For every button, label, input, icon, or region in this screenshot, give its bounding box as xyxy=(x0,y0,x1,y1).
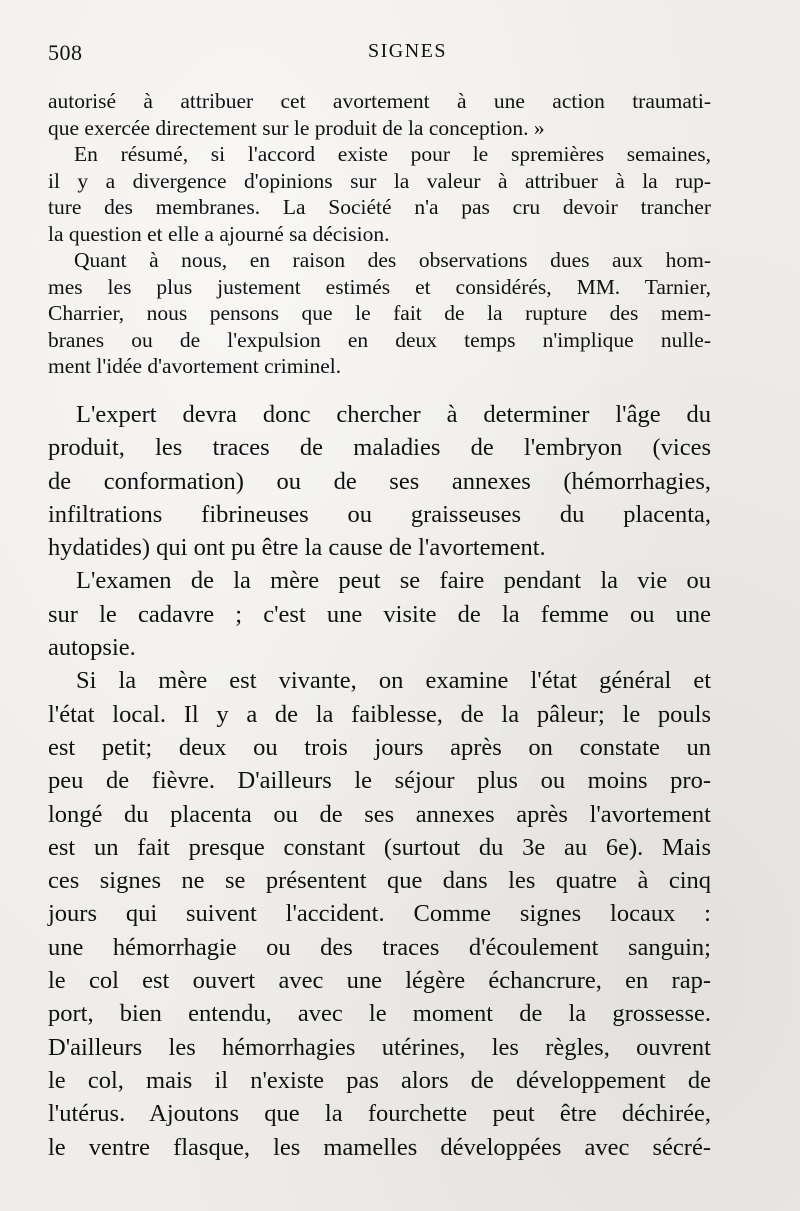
text-line: ces signes ne se présentent que dans les quatre à cinq xyxy=(48,867,711,895)
text-line: produit, les traces de maladies de l'embryon (vices xyxy=(48,434,711,462)
text-line: L'expert devra donc chercher à determiner l'âge du xyxy=(76,401,711,428)
text-line: est petit; deux ou trois jours après on constate un xyxy=(48,733,711,761)
text-line: la question et elle a ajourné sa décision. xyxy=(48,221,390,246)
text-line: hydatides) qui ont pu être la cause de l'avortement. xyxy=(48,534,546,562)
text-line: Charrier, nous pensons que le fait de la rupture des mem- xyxy=(48,301,711,325)
text-line: D'ailleurs les hémorrhagies utérines, les règles, ouvrent xyxy=(48,1033,711,1061)
text-line: l'utérus. Ajoutons que la fourchette peut être déchirée, xyxy=(48,1100,711,1128)
running-head: SIGNES xyxy=(368,40,448,62)
page-header xyxy=(48,40,712,76)
text-line: port, bien entendu, avec le moment de la grossesse. xyxy=(48,1000,711,1028)
text-line: le ventre flasque, les mamelles développées avec sécré- xyxy=(48,1133,711,1161)
text-line: En résumé, si l'accord existe pour le spremières semaines, xyxy=(74,142,711,166)
text-line: l'état local. Il y a de la faiblesse, de la pâleur; le pouls xyxy=(48,700,711,728)
text-line: ment l'idée d'avortement criminel. xyxy=(48,354,342,378)
text-line: Quant à nous, en raison des observations dues aux hom- xyxy=(74,248,711,272)
paragraph-opinion xyxy=(48,247,711,380)
text-line: infiltrations fibrineuses ou graisseuses du placenta, xyxy=(48,500,711,528)
paragraph-examination xyxy=(48,564,711,664)
paragraph-summary xyxy=(48,141,711,247)
small-text-section xyxy=(48,88,711,380)
text-line: longé du placenta ou de ses annexes après l'avortement xyxy=(48,800,711,828)
text-line: le col, mais il n'existe pas alors de développement de xyxy=(48,1066,711,1094)
page-number: 508 xyxy=(48,40,83,65)
text-line: L'examen de la mère peut se faire pendant la vie ou xyxy=(76,567,711,595)
paragraph-quote-end xyxy=(48,88,711,141)
text-line: le col est ouvert avec une légère échancrure, en rap- xyxy=(48,967,711,995)
paragraph-expert xyxy=(48,398,711,564)
text-line: sur le cadavre ; c'est une visite de la femme ou une xyxy=(48,600,711,628)
main-text-section xyxy=(48,398,711,1164)
text-line: Si la mère est vivante, on examine l'état général et xyxy=(76,667,711,695)
text-line: branes ou de l'expulsion en deux temps n'implique nulle- xyxy=(48,327,711,352)
text-line: est un fait presque constant (surtout du 3e au 6e). Mais xyxy=(48,833,711,861)
text-line: jours qui suivent l'accident. Comme signes locaux : xyxy=(48,900,711,928)
text-line: autopsie. xyxy=(48,634,136,662)
text-line: une hémorrhagie ou des traces d'écoulement sanguin; xyxy=(48,933,711,961)
text-line: que exercée directement sur le produit de la conception. » xyxy=(48,115,545,140)
text-line: de conformation) ou de ses annexes (hémorrhagies, xyxy=(48,467,711,495)
paragraph-living-mother xyxy=(48,664,711,1163)
text-line: ture des membranes. La Société n'a pas cru devoir trancher xyxy=(48,195,711,219)
text-line: il y a divergence d'opinions sur la valeur à attribuer à la rup- xyxy=(48,168,711,193)
text-line: mes les plus justement estimés et considérés, MM. Tarnier, xyxy=(48,274,711,299)
text-line: autorisé à attribuer cet avortement à une action traumati- xyxy=(48,89,711,113)
text-line: peu de fièvre. D'ailleurs le séjour plus ou moins pro- xyxy=(48,767,711,795)
